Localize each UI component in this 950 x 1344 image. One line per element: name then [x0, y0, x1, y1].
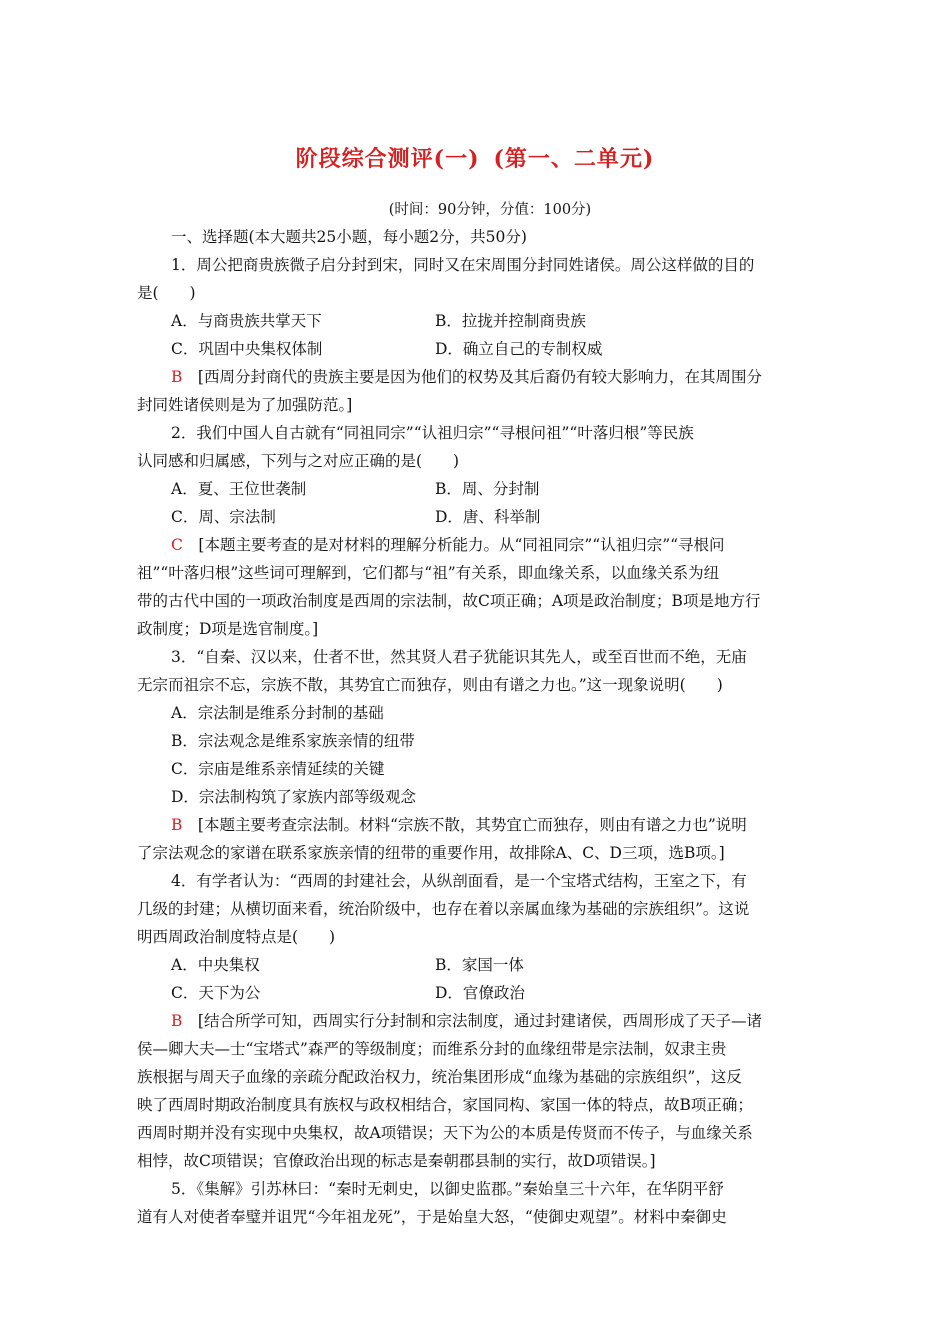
question-4-option-d: D．官僚政治: [435, 984, 525, 1002]
question-3-explain-line-2: 了宗法观念的家谱在联系家族亲情的纽带的重要作用，故排除A、C、D三项，选B项。]: [137, 844, 725, 862]
question-2-option-a: A．夏、王位世袭制: [171, 480, 307, 498]
question-1-explain-text: [西周分封商代的贵族主要是因为他们的权势及其后裔仍有较大影响力，在其周围分: [197, 368, 762, 386]
question-5-stem-line-1: 5．《集解》引苏林曰：“秦时无刺史，以御史监郡。”秦始皇三十六年，在华阴平舒: [171, 1180, 724, 1198]
question-2-answer: C: [171, 536, 183, 554]
question-2-option-d: D．唐、科举制: [435, 508, 541, 526]
question-1-stem-line-1: 1．周公把商贵族微子启分封到宋，同时又在宋周围分封同姓诸侯。周公这样做的目的: [171, 256, 755, 274]
question-4-stem-line-2: 几级的封建；从横切面来看，统治阶级中，也存在着以亲属血缘为基础的宗族组织”。这说: [137, 900, 750, 918]
question-3-explain-line-1: [137, 811, 815, 839]
question-2-stem-line-1: 2．我们中国人自古就有“同祖同宗”“认祖归宗”“寻根问祖”“叶落归根”等民族: [171, 424, 694, 442]
question-1-stem-line-2: 是( ): [137, 284, 196, 302]
question-2-stem-line-2: 认同感和归属感，下列与之对应正确的是( ): [137, 452, 460, 470]
question-4-option-c: C．天下为公: [171, 984, 261, 1002]
question-4-option-b: B．家国一体: [435, 956, 524, 974]
question-4-stem-line-3: 明西周政治制度特点是( ): [137, 928, 336, 946]
question-2-option-b: B．周、分封制: [435, 480, 540, 498]
question-2-options-row-2: [137, 503, 815, 531]
question-4-answer: B: [171, 1012, 183, 1030]
question-4-explain-line-4: 映了西周时期政治制度具有族权与政权相结合，家国同构、家国一体的特点，故B项正确；: [137, 1096, 753, 1114]
question-4-explain-line-3: 族根据与周天子血缘的亲疏分配政治权力，统治集团形成“血缘为基础的宗族组织”，这反: [137, 1068, 742, 1086]
question-1-answer: B: [171, 368, 183, 386]
question-4-explain-text: [结合所学可知，西周实行分封制和宗法制度，通过封建诸侯，西周形成了天子—诸: [197, 1012, 762, 1030]
question-2-explain-line-4: 政制度；D项是选官制度。]: [137, 620, 319, 638]
question-3-stem-line-1: 3．“自秦、汉以来，仕者不世，然其贤人君子犹能识其先人，或至百世而不绝，无庙: [171, 648, 747, 666]
exam-content: [137, 223, 815, 1231]
question-5-stem-line-2: 道有人对使者奉璧并诅咒“今年祖龙死”，于是始皇大怒，“使御史观望”。材料中秦御史: [137, 1208, 727, 1226]
question-3-option-d: D．宗法制构筑了家族内部等级观念: [171, 788, 416, 806]
question-4-option-a: A．中央集权: [171, 956, 260, 974]
question-4-explain-line-1: [137, 1007, 815, 1035]
question-4-explain-line-5: 西周时期并没有实现中央集权，故A项错误；天下为公的本质是传贤而不传子，与血缘关系: [137, 1124, 753, 1142]
question-2-option-c: C．周、宗法制: [171, 508, 276, 526]
question-2-explain-line-1: [137, 531, 815, 559]
question-4-stem-line-1: 4．有学者认为：“西周的封建社会，从纵剖面看，是一个宝塔式结构，王室之下，有: [171, 872, 747, 890]
question-4-options-row-2: [137, 979, 815, 1007]
question-1-options-row-2: [137, 335, 815, 363]
question-3-answer: B: [171, 816, 183, 834]
question-3-stem-line-2: 无宗而祖宗不忘，宗族不散，其势宜亡而独存，则由有谱之力也。”这一现象说明( ): [137, 676, 723, 694]
question-1-option-a: A．与商贵族共掌天下: [171, 312, 322, 330]
question-3-option-c: C．宗庙是维系亲情延续的关键: [171, 760, 385, 778]
question-3-explain-text: [本题主要考查宗法制。材料“宗族不散，其势宜亡而独存，则由有谱之力也”说明: [197, 816, 747, 834]
question-1-option-b: B．拉拢并控制商贵族: [435, 312, 586, 330]
question-2-explain-line-3: 带的古代中国的一项政治制度是西周的宗法制，故C项正确；A项是政治制度；B项是地方行: [137, 592, 761, 610]
section-heading: 一、选择题(本大题共25小题，每小题2分，共50分): [171, 228, 527, 246]
question-2-explain-text: [本题主要考查的是对材料的理解分析能力。从“同祖同宗”“认祖归宗”“寻根问: [198, 536, 725, 554]
question-1-options-row-1: [137, 307, 815, 335]
question-2-options-row-1: [137, 475, 815, 503]
question-4-options-row-1: [137, 951, 815, 979]
question-1-option-c: C．巩固中央集权体制: [171, 340, 323, 358]
question-3-option-a: A．宗法制是维系分封制的基础: [171, 704, 384, 722]
question-2-explain-line-2: 祖”“叶落归根”这些词可理解到，它们都与“祖”有关系，即血缘关系，以血缘关系为纽: [137, 564, 720, 582]
question-4-explain-line-6: 相悖，故C项错误；官僚政治出现的标志是秦朝郡县制的实行，故D项错误。]: [137, 1152, 656, 1170]
question-4-explain-line-2: 侯—卿大夫—士“宝塔式”森严的等级制度；而维系分封的血缘纽带是宗法制，奴隶主贵: [137, 1040, 727, 1058]
question-1-option-d: D．确立自己的专制权威: [435, 340, 603, 358]
question-1-explain-line-2: 封同姓诸侯则是为了加强防范。]: [137, 396, 353, 414]
title-main: 阶段综合测评(一): [295, 146, 480, 172]
page-title: [0, 142, 950, 173]
question-1-explain-line-1: [137, 363, 815, 391]
title-sub: (第一、二单元): [493, 146, 655, 172]
exam-meta: (时间：90分钟，分值：100分): [388, 202, 592, 218]
question-3-option-b: B．宗法观念是维系家族亲情的纽带: [171, 732, 415, 750]
